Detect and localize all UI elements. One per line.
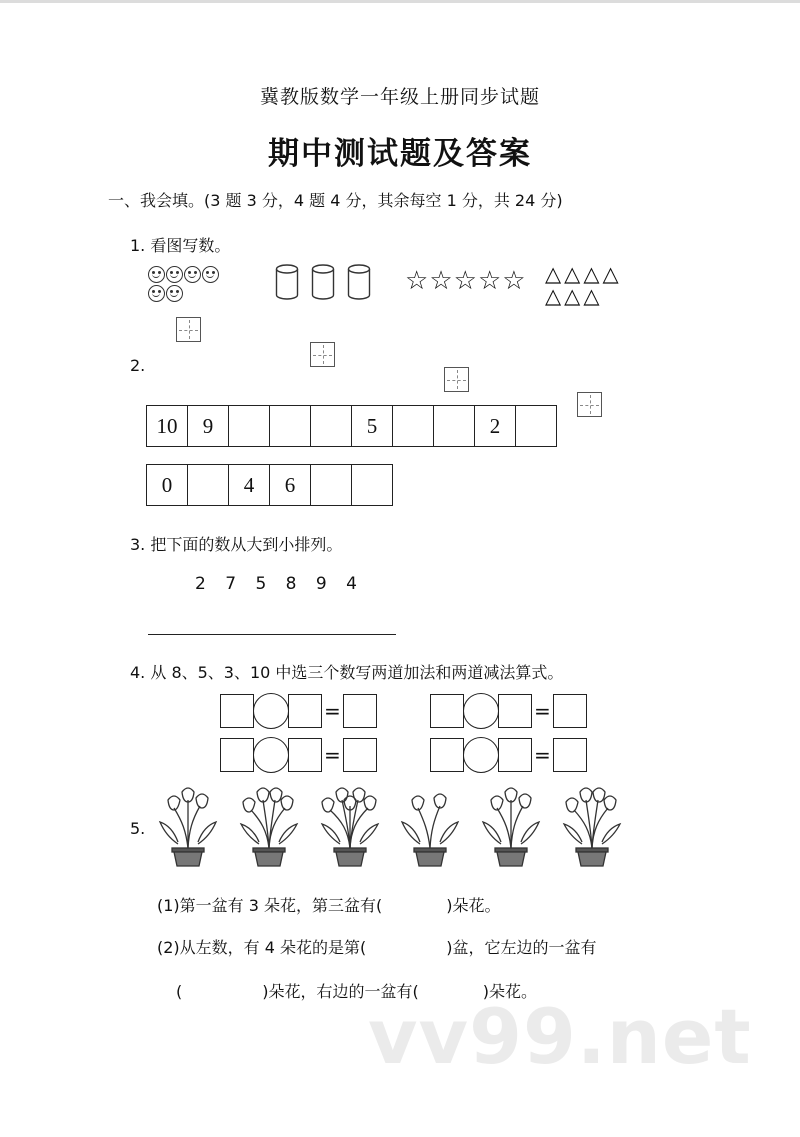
equation-template [220,693,377,729]
sequence-cell[interactable] [229,406,270,447]
smiley-face-icon [148,266,165,283]
sequence-cell[interactable]: 6 [270,465,311,506]
number-box[interactable] [220,738,254,772]
sequence-cell[interactable]: 4 [229,465,270,506]
triangle-icon: △ [602,262,619,286]
number-box[interactable] [288,738,322,772]
operator-circle[interactable] [253,737,289,773]
flower-pot-icon [475,786,547,868]
star-icon: ☆ [429,266,453,296]
answer-box-triangle[interactable] [577,392,602,417]
equation-template [430,693,587,729]
sequence-cell[interactable]: 2 [475,406,516,447]
question-4-label: 4. 从 8、5、3、10 中选三个数写两道加法和两道减法算式。 [130,663,564,682]
sequence-cell[interactable] [516,406,557,447]
smiley-group [148,266,232,302]
triangle-icon: △ [564,262,581,286]
flower-pots-row [152,786,628,868]
question-5-part-2: (2)从左数，有 4 朵花的是第( )盆，它左边的一盆有 [157,938,597,957]
answer-line[interactable] [148,634,396,635]
flower-pot-icon [394,786,466,868]
flower-pot-icon [152,786,224,868]
question-1-label: 1. 看图写数。 [130,236,231,255]
operator-circle[interactable] [463,737,499,773]
question-3-label: 3. 把下面的数从大到小排列。 [130,535,343,554]
number-box[interactable] [430,694,464,728]
triangle-group [545,263,622,307]
star-icon: ☆ [405,266,429,296]
cylinder-group [275,264,383,300]
result-box[interactable] [553,738,587,772]
number-box[interactable] [220,694,254,728]
result-box[interactable] [343,694,377,728]
number-sequence-row-1 [146,405,557,447]
page-top-border [0,0,800,3]
flower-pot-icon [233,786,305,868]
operator-circle[interactable] [463,693,499,729]
star-icon: ☆ [502,266,526,296]
number-sequence-row-2 [146,464,393,506]
question-2-label: 2. [130,356,146,375]
flower-pot-icon [314,786,386,868]
sequence-cell[interactable]: 10 [147,406,188,447]
result-box[interactable] [343,738,377,772]
question-5-label: 5. [130,819,146,838]
smiley-face-icon [184,266,201,283]
triangle-icon: △ [564,284,581,308]
section-heading: 一、我会填。(3 题 3 分，4 题 4 分，其余每空 1 分，共 24 分) [108,191,563,210]
number-box[interactable] [288,694,322,728]
operator-circle[interactable] [253,693,289,729]
question-5-part-2-cont: ( )朵花，右边的一盆有( )朵花。 [176,982,537,1001]
page-subtitle: 冀教版数学一年级上册同步试题 [259,86,540,108]
star-icon: ☆ [477,266,502,296]
cylinder-icon [347,264,371,300]
triangle-icon: △ [545,262,562,286]
answer-box-smiley[interactable] [176,317,201,342]
number-box[interactable] [498,738,532,772]
numbers-to-sort: 2 7 5 8 9 4 [195,574,357,594]
sequence-cell[interactable]: 0 [147,465,188,506]
equals-sign: = [534,743,551,767]
number-box[interactable] [430,738,464,772]
triangle-icon: △ [583,262,600,286]
star-group [405,268,527,294]
sequence-cell[interactable]: 9 [188,406,229,447]
equation-template [220,737,377,773]
watermark: vv99.net [368,992,752,1081]
sequence-cell[interactable] [352,465,393,506]
sequence-cell[interactable] [434,406,475,447]
sequence-cell[interactable] [311,406,352,447]
equals-sign: = [324,743,341,767]
smiley-face-icon [148,285,165,302]
triangle-icon: △ [583,284,600,308]
number-box[interactable] [498,694,532,728]
sequence-cell[interactable] [188,465,229,506]
cylinder-icon [275,264,299,300]
sequence-cell[interactable]: 5 [352,406,393,447]
triangle-icon: △ [545,284,562,308]
sequence-cell[interactable] [311,465,352,506]
sequence-cell[interactable] [393,406,434,447]
cylinder-icon [311,264,335,300]
equals-sign: = [324,699,341,723]
flower-pot-icon [556,786,628,868]
equals-sign: = [534,699,551,723]
smiley-face-icon [166,266,183,283]
answer-box-cylinder[interactable] [310,342,335,367]
result-box[interactable] [553,694,587,728]
question-5-part-1: (1)第一盆有 3 朵花，第三盆有( )朵花。 [157,896,501,915]
smiley-face-icon [202,266,219,283]
smiley-face-icon [166,285,183,302]
sequence-cell[interactable] [270,406,311,447]
page-title: 期中测试题及答案 [268,136,532,172]
star-icon: ☆ [453,266,477,296]
answer-box-star[interactable] [444,367,469,392]
equation-template [430,737,587,773]
